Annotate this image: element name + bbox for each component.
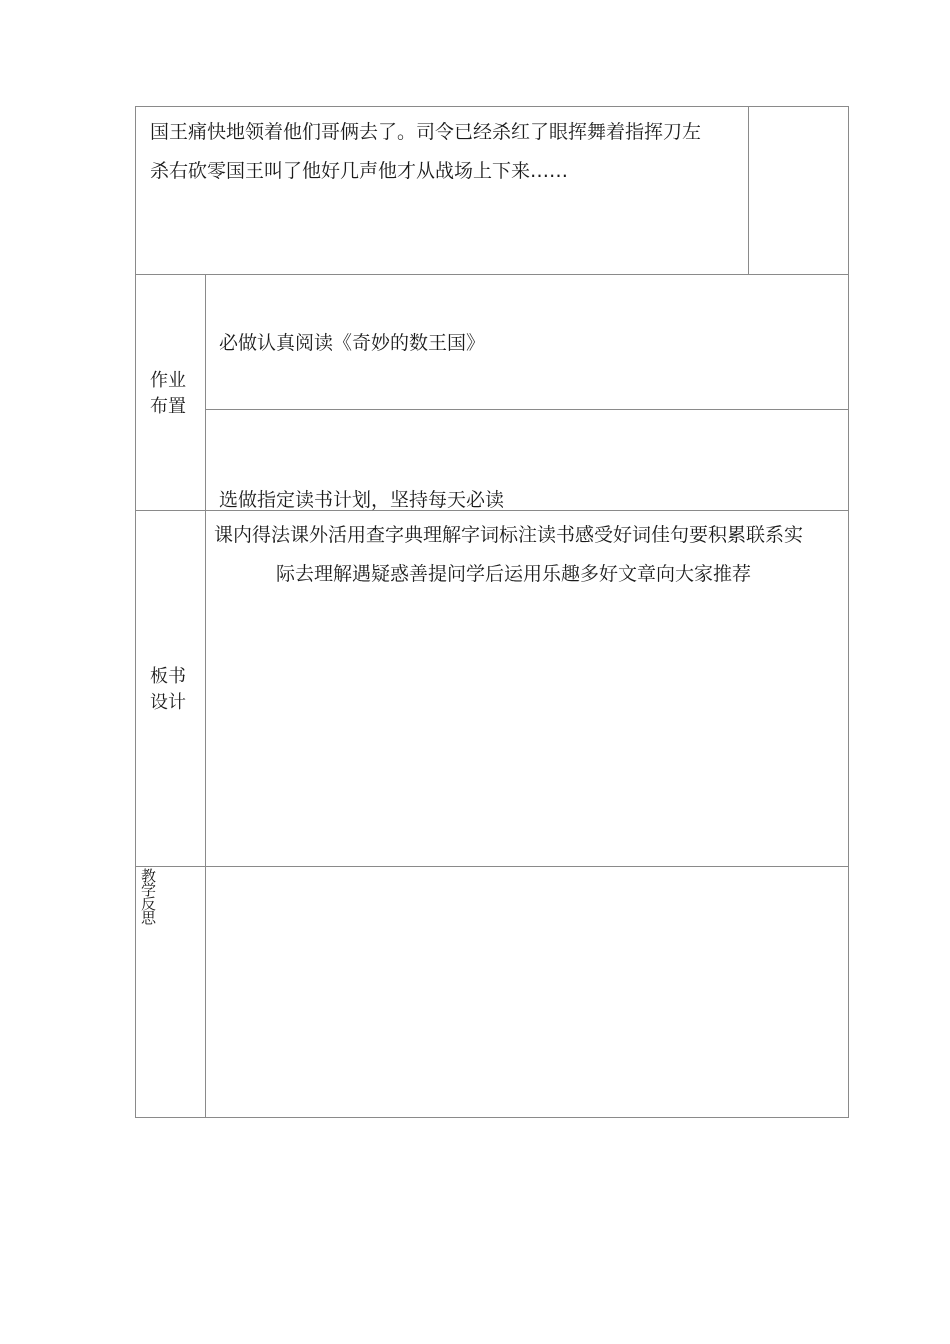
story-text-line-2: 杀右砍零国王叫了他好几声他才从战场上下来…… [150,160,569,182]
homework-divider [205,409,849,410]
table-border-top [135,106,849,107]
label-column-divider [205,274,206,1118]
row-divider-1 [135,274,849,275]
homework-required: 必做认真阅读《奇妙的数王国》 [219,332,486,354]
board-label-line-1: 板书 [150,666,186,687]
homework-label-line-2: 布置 [150,396,186,417]
table-border-right [848,106,849,1118]
board-label-line-2: 设计 [150,692,186,713]
reflection-label: 教学反思 [139,868,157,924]
homework-label-line-1: 作业 [150,370,186,391]
row-divider-3 [135,866,849,867]
board-text-line-2: 际去理解遇疑惑善提问学后运用乐趣多好文章向大家推荐 [276,563,752,585]
story-column-divider [748,106,749,274]
homework-optional: 选做指定读书计划，坚持每天必读 [219,489,505,511]
story-text-line-1: 国王痛快地领着他们哥俩去了。司令已经杀红了眼挥舞着指挥刀左 [150,121,702,143]
table-border-left [135,106,136,1118]
table-border-bottom [135,1117,849,1118]
board-text-line-1: 课内得法课外活用查字典理解字词标注读书感受好词佳句要积累联系实 [214,524,804,546]
